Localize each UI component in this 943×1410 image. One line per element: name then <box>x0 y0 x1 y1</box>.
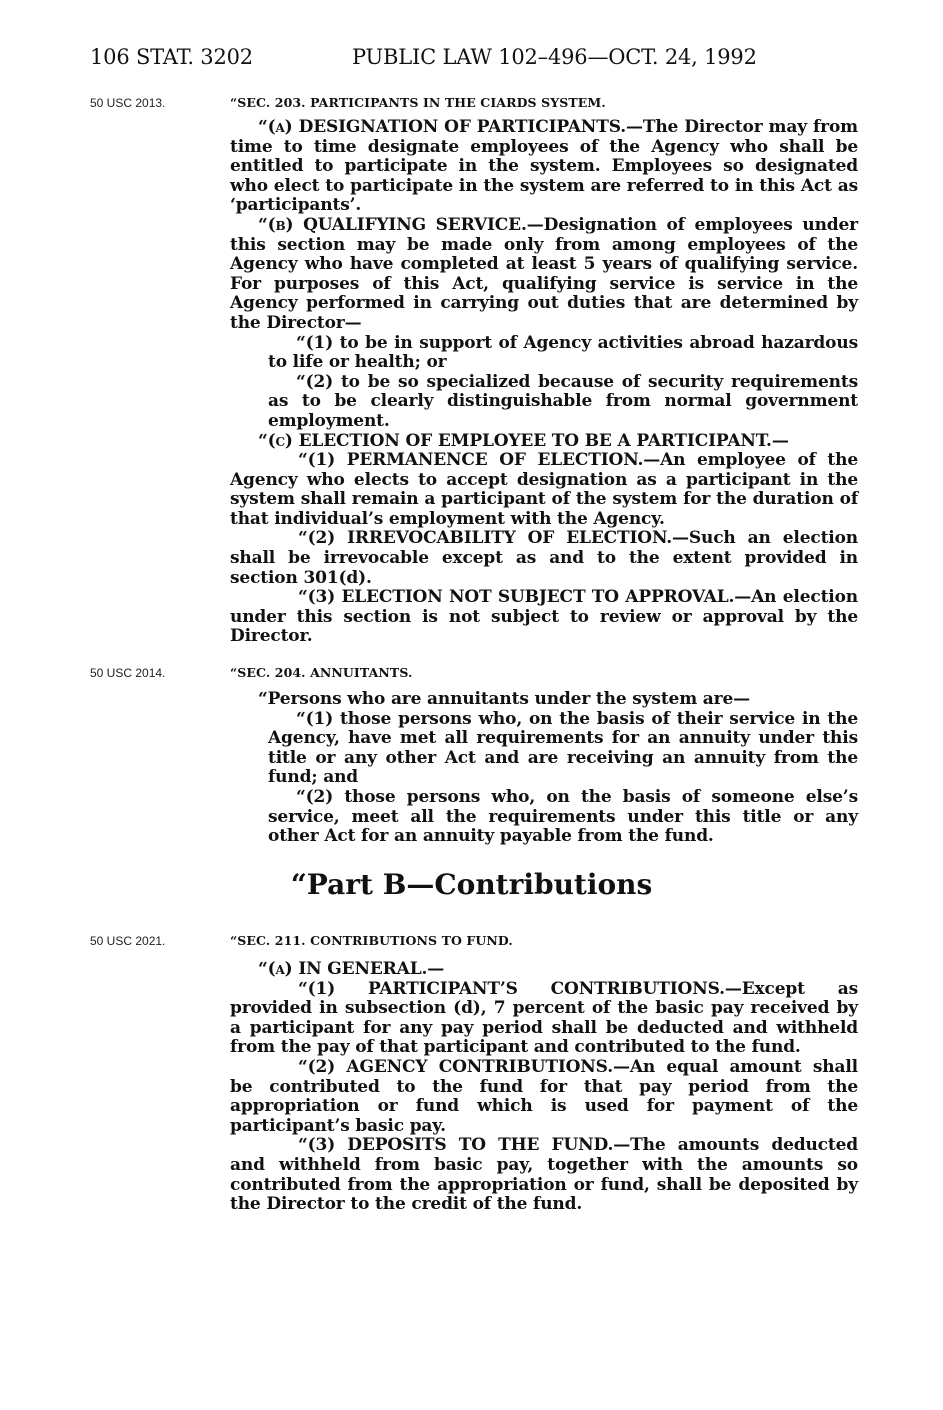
section-body <box>230 690 858 847</box>
section-heading: “SEC. 203. PARTICIPANTS IN THE CIARDS SYSTEM. <box>230 95 606 110</box>
section-heading: “SEC. 211. CONTRIBUTIONS TO FUND. <box>230 933 513 948</box>
annuitants-intro: “Persons who are annuitants under the system are— <box>258 689 750 709</box>
paragraph-c2: “(2) IRREVOCABILITY OF ELECTION.—Such an election shall be irrevocable except as and to the extent provided in section 301(d). <box>230 528 858 588</box>
subsection-a: “(a) DESIGNATION OF PARTICIPANTS.—The Director may from time to time designate employees of the Agency who shall be entitled to participate in the system. Employees so designated who elect to participate in the system are referred to in this Act as ‘participants’. <box>230 117 858 216</box>
paragraph-c1: “(1) PERMANENCE OF ELECTION.—An employee of the Agency who elects to accept designation as a participant in the system shall remain a participant of the system for the duration of that individual’s employment with the Agency. <box>230 450 858 529</box>
paragraph-a2: “(2) AGENCY CONTRIBUTIONS.—An equal amount shall be contributed to the fund for that pay period from the appropriation or fund which is used for payment of the participant’s basic pay. <box>230 1056 858 1136</box>
page-reference: 106 STAT. 3202 <box>90 45 253 69</box>
subsection-b: “(b) QUALIFYING SERVICE.—Designation of employees under this section may be made only from among employees of the Agency who have completed at least 5 years of qualifying service. For purposes of this Act, qualifying service is service in the Agency performed in carrying out duties that are determined by the Director— <box>230 214 858 333</box>
section-body <box>230 118 858 647</box>
section-heading: “SEC. 204. ANNUITANTS. <box>230 665 413 680</box>
paragraph-a1: “(1) PARTICIPANT’S CONTRIBUTIONS.—Except as provided in subsection (d), 7 percent of the basic pay received by a participant for any pay period shall be deducted and withheld from the pay of that participant and contributed to the fund. <box>230 978 859 1058</box>
margin-citation: 50 USC 2013. <box>90 96 166 110</box>
margin-citation: 50 USC 2021. <box>90 934 166 948</box>
paragraph-b2: “(2) to be so specialized because of security requirements as to be clearly distinguishable from normal government employment. <box>268 371 858 431</box>
paragraph-a3: “(3) DEPOSITS TO THE FUND.—The amounts deducted and withheld from basic pay, together with the amounts so contributed from the appropriation or fund, shall be deposited by the Director to the credit of the fund. <box>230 1135 858 1215</box>
paragraph-c3: “(3) ELECTION NOT SUBJECT TO APPROVAL.—An election under this section is not subject to review or approval by the Director. <box>230 587 858 647</box>
law-reference: PUBLIC LAW 102–496—OCT. 24, 1992 <box>352 45 757 69</box>
paragraph-1: “(1) those persons who, on the basis of their service in the Agency, have met all requirements for an annuity under this title or any other Act and are receiving an annuity from the fund; and <box>268 708 858 788</box>
subsection-a: “(a) IN GENERAL.— <box>258 959 445 979</box>
subsection-c: “(c) ELECTION OF EMPLOYEE TO BE A PARTICIPANT.— <box>258 430 789 451</box>
part-heading: “Part B—Contributions <box>290 868 653 901</box>
paragraph-b1: “(1) to be in support of Agency activities abroad hazardous to life or health; or <box>268 332 858 373</box>
section-body <box>230 960 858 1215</box>
margin-citation: 50 USC 2014. <box>90 666 166 680</box>
paragraph-2: “(2) those persons who, on the basis of someone else’s service, meet all the requirements under this title or any other Act for an annuity payable from the fund. <box>268 786 858 847</box>
